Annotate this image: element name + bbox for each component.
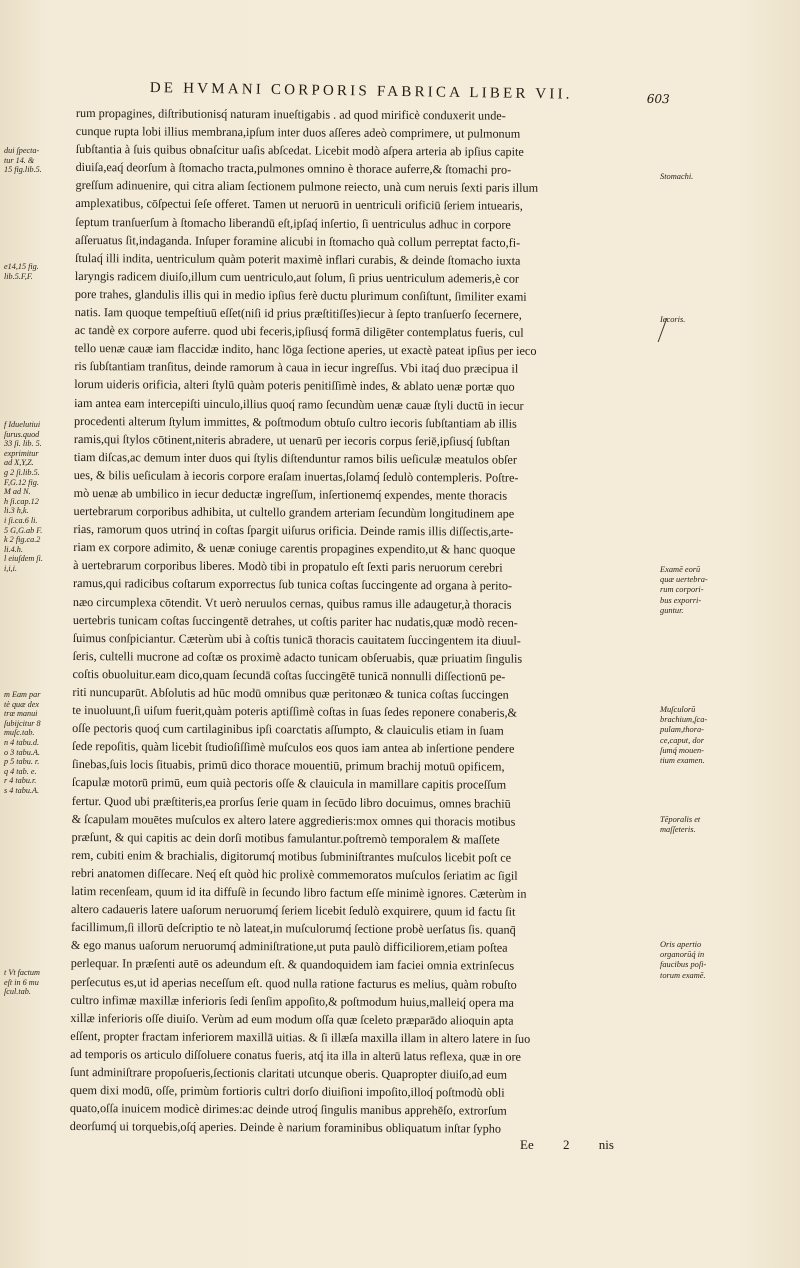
marginal-note-line: ſumq́ mouen- bbox=[660, 745, 704, 755]
text-line: ſuimus conſpiciantur. Cæterùm ubi à coſtis tunicā thoracis cauitatem ſuccingentem ita diuul- bbox=[72, 630, 521, 648]
text-line: ad temporis os articulo diſſoluere conatus fueris, atq́ ita illa in alterū latus reflexa, quæ in ore bbox=[70, 1046, 522, 1064]
text-line: ſeptum tranſuerſum à ſtomacho liberandū eſt,ipſaq́ inſertio, ſi uentriculus adhuc in corpore bbox=[75, 214, 511, 232]
marginal-note bbox=[660, 315, 792, 325]
text-line: ues, & bilis ueſiculam à iecoris corpore eraſam inuertas,ſolamq́ ſedulò contempleris. Poſtre- bbox=[73, 467, 519, 485]
text-line: eſſent, propter fractam inferiorem maxillā uitias. & ſi illæſa maxilla illam in altero latere in ſuo bbox=[70, 1028, 531, 1046]
text-line: perlequar. In præſenti autē os adeundum eſt. & quandoquidem iam faciei omnia extrinſecus bbox=[70, 956, 515, 974]
text-line: ramus,qui radicibus coſtarum exporrectus ſub tunica coſtas ſuccingente ad organa à perito- bbox=[73, 576, 513, 594]
marginal-note-line: muſc.tab. bbox=[4, 728, 35, 738]
marginal-note-line: p 5 tabu. r. bbox=[4, 757, 40, 767]
marginal-note bbox=[4, 146, 72, 175]
text-line: præſunt, & qui capitis ac dein dorſi motibus famulantur.poſtremò temporalem & maſſete bbox=[71, 829, 500, 847]
marginal-note-line: ſubijcitur 8 bbox=[4, 718, 41, 728]
marginal-note-line: ce,caput, dor bbox=[660, 735, 704, 745]
marginal-note-line: e14,15 fig. bbox=[4, 262, 39, 271]
text-line: quem dixi modū, oſſe, primùm fortioris cultri dorſo diuiſioni impoſito,illoq́ poſtmodù obli bbox=[69, 1083, 505, 1100]
text-line: rum propagines, diſtributionisq́ naturam inueſtigabis . ad quod mirificè conduxerit unde- bbox=[75, 105, 506, 123]
page-number: 603 bbox=[646, 91, 670, 107]
marginal-note-line: Oris apertio bbox=[660, 940, 702, 949]
text-line: iam antea eam intercepiſti uinculo,illius quoq́ ramo ſecundùm uenæ cauæ ſtyli ductū in iecur bbox=[74, 395, 524, 413]
marginal-note-line: guntur. bbox=[660, 605, 684, 615]
text-line: tiam diſcas,ac demum inter duos qui ſtylis diſtenduntur ramos bilis ueſiculæ meatulos obſer bbox=[73, 449, 517, 467]
text-line: rem, cubiti enim & brachialis, digitorumq́ motibus ſubminiſtrantes muſculos licebit poſt ce bbox=[71, 847, 512, 865]
text-line: diuiſa,eaq́ deorſum à ſtomacho tracta,pulmones omnino è thorace auferre,& ſtomachi pro- bbox=[75, 160, 512, 177]
text-line: ramis,qui ſtylos cōtinent,niteris abradere, ut uenarū per iecoris corpus ſeriē,ipſiusq́ ſubſtan bbox=[73, 431, 510, 449]
text-line: ſede repoſitis, quàm licebit ſtudioſiſſimè muſculos eos quos iam antea ab inſertione pendere bbox=[72, 739, 515, 756]
marginal-note-line: s 4 tabu.A. bbox=[4, 785, 40, 795]
text-line: aſſeruatus ſit,indaganda. Inſuper foramine alicubi in ſtomacho quà collum perreptat facto,fi- bbox=[75, 232, 521, 250]
marginal-note bbox=[4, 420, 72, 574]
marginal-note-line: n 4 tabu.d. bbox=[4, 737, 40, 747]
marginal-note-line: f Iduelutiui bbox=[4, 420, 41, 429]
text-line: oſſe pectoris quoq́ cum cartilaginibus ipſi coarctatis aſſumpto, & clauiculis etiam in ſuam bbox=[72, 721, 504, 738]
marginal-note-line: q 4 tab. e. bbox=[4, 766, 37, 776]
marginal-note-line: 33 ſi. lib. 5. bbox=[4, 439, 42, 449]
text-line: laryngis radicem diuiſo,illum cum uentriculo,aut ſolum, ſi prius uentriculum ademeris,è cor bbox=[74, 268, 520, 286]
text-line: riti nuncuparūt. Abſolutis ad hūc modū omnibus quæ peritonæo & tunica coſtas ſuccingen bbox=[72, 684, 509, 702]
text-line: cunque rupta lobi illius membrana,ipſum inter duos aſſeres adeò comprimere, ut pulmonum bbox=[75, 124, 521, 141]
text-line: xillæ inferioris oſſe diuiſo. Verùm ad eum modum oſſa quæ ſceleto præparādo alioquin apta bbox=[70, 1010, 514, 1028]
text-line: & ſcapulam mouētes muſculos ex altero latere aggredieris:mox omnes qui thoracis motibus bbox=[71, 811, 516, 829]
marginal-note-line: li.4.h. bbox=[4, 544, 23, 554]
text-line: coſtis obuoluitur.eam dico,quam ſecundā coſtas ſuccingētē tunicā nonnulli diſſectionū pe- bbox=[72, 666, 506, 684]
marginal-note-line: li.3 h,k. bbox=[4, 506, 29, 516]
text-line: cultro infimæ maxillæ inferioris ſedi ſenſim appoſito,& poſtmodum huius,malleiq́ opera ma bbox=[70, 992, 514, 1010]
marginal-note-line: Iecoris. bbox=[660, 315, 686, 324]
marginal-note bbox=[660, 565, 792, 616]
marginal-note-line: h ſi.cap.12 bbox=[4, 496, 39, 506]
text-line: riam ex corpore adimito, & uenæ coniuge carentis propagines expendito,ut & hanc quoque bbox=[73, 540, 516, 557]
marginal-note-line: l eiuſdem ſi. bbox=[4, 554, 43, 564]
marginal-note-line: 15 fig.lib.5. bbox=[4, 165, 42, 175]
marginal-note-line: ad X,Y,Z. bbox=[4, 458, 34, 468]
marginal-note-line: quæ uertebra- bbox=[660, 575, 708, 585]
marginal-note-line: tium examen. bbox=[660, 756, 705, 766]
text-line: rebri anatomen diſſecare. Neq́ eſt quòd hic prolixè commemoratos muſculos ſeriatim ac ſigil bbox=[71, 865, 518, 883]
marginal-note-line: Tēporalis et bbox=[660, 815, 701, 824]
marginal-note bbox=[660, 172, 792, 182]
text-line: procedenti alterum ſtylum immittes, & poſtmodum obtuſo cultro iecoris ſubſtantiam ab illis bbox=[74, 413, 517, 431]
text-line: uertebrarum corporibus adhibita, ut cultello grandem arteriam ſecundùm longitudinem ape bbox=[73, 504, 515, 521]
text-line: ris ſubſtantiam tranſitus, deinde ramorum à caua in iecur ingreſſus. Vbi itaq́ duo præcipua il bbox=[74, 359, 519, 377]
marginal-note-line: Examē eorū bbox=[660, 565, 701, 574]
marginal-note-line: ſurus.quod bbox=[4, 429, 40, 439]
marginal-note bbox=[660, 940, 792, 981]
text-line: ſcapulæ motorū primū, eum quià pectoris oſſe & clauicula in mamillare capitis proceſſum bbox=[71, 775, 507, 793]
marginal-note bbox=[660, 815, 792, 835]
text-line: perſecutus es,ut id aperias neceſſum eſt. quod nulla ratione facturus es melius, quàm robuſto bbox=[70, 974, 517, 992]
text-line: ſeris, cultelli mucrone ad coſtæ os proximè adacto tunicam obſeruabis, quæ priuatim ſingulis bbox=[72, 648, 523, 666]
text-line: uertebris tunicam coſtas ſuccingentē detrahes, ut coſtis pariter hac nudatis,quæ modò recen- bbox=[72, 612, 518, 630]
text-line: à uertebrarum corporibus liberes. Modò tibi in propatulo eſt ſexti paris neruorum cerebri bbox=[73, 558, 503, 575]
text-line: lorum uideris orificia, alteri ſtylū quàm poteris penitiſſimè indes, & ablato uenæ portæ quo bbox=[74, 377, 515, 395]
text-line: greſſum adinuenire, qui citra aliam ſectionem pulmone reiecto, unà cum neruis ſexti paris illum bbox=[75, 178, 539, 196]
marginal-note bbox=[4, 262, 72, 281]
main-text-block bbox=[70, 104, 658, 1139]
marginal-note-line: brachium,ſca- bbox=[660, 715, 708, 725]
text-line: ſubſtantia à ſuis quibus obnaſcitur uaſis abſcedat. Licebit modò aſpera arteria ab ipſius capite bbox=[75, 142, 524, 159]
marginal-note-line: F,G.12 fig. bbox=[4, 477, 39, 487]
text-line: latim recenſeam, quum id ita diffuſè in ſecundo libro factum eſſe minimè ignores. Cæterùm in bbox=[71, 884, 527, 901]
signature-catchword: Ee 2 nis bbox=[520, 1137, 614, 1152]
text-line: mò uenæ ab umbilico in iecur deductæ ingreſſum, inſertionemq́ expendes, mente thoracis bbox=[73, 485, 508, 503]
text-line: fertur. Quod ubi præſtiteris,ea prorſus ſerie quam in ſecūdo libro docuimus, omnes brachiū bbox=[71, 793, 511, 811]
running-title: DE HVMANI CORPORIS FABRICA LIBER VII. bbox=[149, 79, 573, 103]
text-line: ac tandè ex corpore auferre. quod ubi feceris,ipſiusq́ formā diligēter contemplatus fueris, cul bbox=[74, 323, 524, 340]
text-line: pore trahes, glandulis illis qui in medio ipſius ferè ductu plurimum conſiſtunt, ſimiliter exami bbox=[74, 286, 527, 304]
marginal-note-line: i,i,i. bbox=[4, 563, 17, 573]
text-line: facillimum,ſi illorū deſcriptio te nò lateat,in muſculorumq́ ſectione probè uerſatus ſis. quanq̄ bbox=[70, 920, 516, 937]
marginal-note-line: Muſculorū bbox=[660, 705, 696, 714]
marginal-note-line: 5 G,G.ab F. bbox=[4, 525, 43, 535]
marginal-note-line: g 2 ſi.lib.5. bbox=[4, 467, 40, 477]
marginal-note bbox=[660, 705, 792, 766]
marginal-note-line: eſt in 6 mu bbox=[4, 977, 39, 987]
text-line: te inuoluunt,ſi uiſum fuerit,quàm poteris aptiſſimè coſtas in ſuas ſedes reponere conaberis,& bbox=[72, 703, 518, 720]
marginal-note-line: o 3 tabu.A. bbox=[4, 747, 40, 757]
marginal-note-line: dui ſpecta- bbox=[4, 146, 40, 155]
marginal-note bbox=[4, 968, 72, 997]
marginal-note-line: t Vt factum bbox=[4, 968, 40, 977]
marginal-note-line: lib.5.F,F. bbox=[4, 271, 33, 281]
marginal-note-line: træ manui bbox=[4, 709, 38, 719]
marginal-note-line: torum examē. bbox=[660, 970, 706, 980]
text-line: næo circumplexa cōtendit. Vt uerò neruulos cernas, quibus ramus ille adaugetur,à thoracis bbox=[72, 594, 512, 612]
marginal-note-line: k 2 fig.ca.2 bbox=[4, 535, 41, 545]
text-line: amplexatibus, cōſpectui ſeſe offeret. Tamen ut neruorū in uentriculi orificiū ſeriem intuearis, bbox=[75, 196, 523, 214]
marginal-note-line: rum corpori- bbox=[660, 585, 704, 595]
marginal-note bbox=[4, 690, 72, 796]
text-line: & ego manus uaſorum neruorumq́ adminiſtratione,ut puta paulò difficiliorem,etiam poſtea bbox=[70, 938, 508, 955]
marginal-note-line: Stomachi. bbox=[660, 172, 694, 181]
marginal-note-line: r 4 tabu.r. bbox=[4, 776, 37, 786]
text-line: ſunt adminiſtrare propoſueris,ſectionis claritati utcunque oberis. Quapropter diuiſo,ad eum bbox=[70, 1064, 508, 1082]
marginal-note-line: exprimitur bbox=[4, 448, 39, 458]
marginal-note-line: ſcul.tab. bbox=[4, 987, 31, 997]
marginal-note-line: pulam,thora- bbox=[660, 725, 704, 735]
marginal-note-line: organorūq́ in bbox=[660, 950, 705, 960]
text-line: altero cadaueris latere uaſorum neruorumq́ ſeriem licebit ſedulò exquirere, quum id factu ſit bbox=[71, 902, 516, 919]
marginal-note-line: m Eam par bbox=[4, 690, 41, 699]
marginal-note-line: tur 14. & bbox=[4, 155, 35, 165]
text-line: ſinebas,ſuis locis ſituabis, primū dico thorace mouentiū, primum brachij motuū opificem, bbox=[71, 757, 505, 775]
text-line: rias, ramorum quos utrinq́ in coſtas ſpargit uiſurus orificia. Deinde ramis illis diſſectis,arte- bbox=[73, 522, 514, 539]
text-line: ſtulaq́ illi indita, uentriculum quàm poterit maximè inflari curabis, & deinde ſtomacho iuxta bbox=[75, 250, 521, 268]
text-line: tello uenæ cauæ iam flaccidæ indito, hanc lōga ſectione aperies, ut exactè pateat ipſius per ieco bbox=[74, 341, 537, 359]
text-line: natis. Iam quoque tempeſtiuū eſſet(niſi id prius præſtitiſſes)iecur à ſepto tranſuerſo ſecernere, bbox=[74, 305, 522, 322]
marginal-note-line: M ad N. bbox=[4, 487, 31, 497]
text-line: deorſumq́ ui torquebis,oſq́ aperies. Deinde è narium foraminibus obliquatum inſtar ſypho bbox=[69, 1119, 502, 1136]
marginal-note-line: faucibus poſi- bbox=[660, 960, 707, 970]
marginal-note-line: i ſi.ca.6 li. bbox=[4, 515, 38, 525]
text-line: quato,oſſa inuicem modicè dirimes:ac deinde utroq́ ſingulis manibus apprehēſo, extrorſum bbox=[69, 1101, 507, 1118]
marginal-note-line: maſſeteris. bbox=[660, 825, 696, 835]
marginal-note-line: tè quæ dex bbox=[4, 699, 40, 709]
marginal-note-line: bus exporri- bbox=[660, 595, 702, 605]
